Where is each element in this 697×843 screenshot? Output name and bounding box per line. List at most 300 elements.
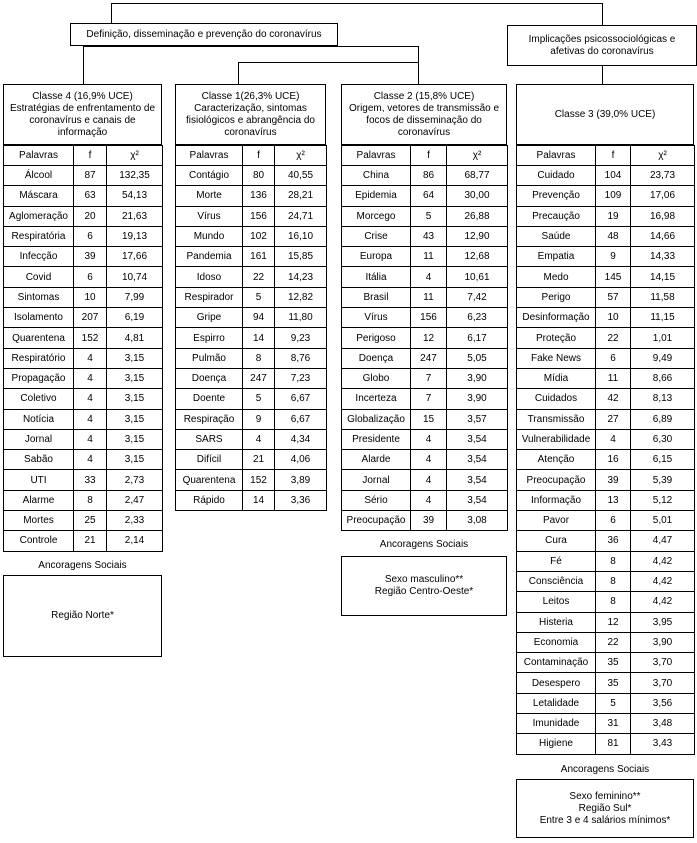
- tree-line: [602, 3, 603, 25]
- chi-cell: 26,88: [447, 206, 508, 226]
- word-cell: Perigo: [517, 287, 596, 307]
- table-row: [4, 226, 163, 246]
- chi-cell: 3,15: [107, 348, 163, 368]
- word-cell: Consciência: [517, 571, 596, 591]
- word-cell: Crise: [342, 226, 411, 246]
- chi-cell: 17,66: [107, 247, 163, 267]
- freq-cell: 104: [596, 166, 631, 186]
- right-group-text: Implicações psicossociológicas e afetivas do coronavírus: [528, 33, 676, 57]
- freq-cell: 207: [74, 308, 107, 328]
- word-cell: Vírus: [342, 308, 411, 328]
- tree-line: [418, 46, 419, 62]
- word-cell: Mundo: [176, 226, 243, 246]
- word-cell: Precaução: [517, 206, 596, 226]
- chi-cell: 5,05: [447, 348, 508, 368]
- chi-cell: 9,23: [275, 328, 327, 348]
- chi-cell: 3,48: [631, 714, 695, 734]
- word-cell: Globo: [342, 368, 411, 388]
- word-cell: Desespero: [517, 673, 596, 693]
- freq-cell: 4: [411, 450, 447, 470]
- word-cell: Respiratória: [4, 226, 74, 246]
- freq-cell: 4: [411, 429, 447, 449]
- freq-cell: 36: [596, 531, 631, 551]
- table-row: [342, 389, 508, 409]
- table-row: [517, 348, 695, 368]
- chi-cell: 8,66: [631, 368, 695, 388]
- chi-cell: 10,74: [107, 267, 163, 287]
- freq-cell: 6: [596, 511, 631, 531]
- freq-cell: 5: [243, 389, 275, 409]
- word-cell: Vulnerabilidade: [517, 429, 596, 449]
- tree-line: [238, 62, 239, 84]
- chi-cell: 11,15: [631, 308, 695, 328]
- class2-anchor-box: [341, 556, 507, 616]
- table-row: [342, 328, 508, 348]
- tree-line: [111, 3, 603, 4]
- word-cell: Contágio: [176, 166, 243, 186]
- freq-cell: 5: [411, 206, 447, 226]
- word-cell: Europa: [342, 247, 411, 267]
- freq-cell: 4: [411, 267, 447, 287]
- freq-cell: 136: [243, 186, 275, 206]
- freq-cell: 4: [74, 368, 107, 388]
- table-row: [517, 511, 695, 531]
- table-row: [176, 287, 327, 307]
- table-row: [517, 653, 695, 673]
- chi-cell: 2,73: [107, 470, 163, 490]
- word-cell: Imunidade: [517, 714, 596, 734]
- chi-cell: 12,82: [275, 287, 327, 307]
- class3-header: [516, 84, 694, 145]
- word-cell: Proteção: [517, 328, 596, 348]
- word-cell: Contaminação: [517, 653, 596, 673]
- class1-table: [175, 145, 327, 511]
- chi-cell: 40,55: [275, 166, 327, 186]
- table-row: [4, 308, 163, 328]
- chi-cell: 3,95: [631, 612, 695, 632]
- word-cell: Transmissão: [517, 409, 596, 429]
- freq-cell: 152: [74, 328, 107, 348]
- freq-cell: 19: [596, 206, 631, 226]
- table-row: [342, 166, 508, 186]
- class2-subtitle: Origem, vetores de transmissão e focos de disseminação do coronavírus: [348, 102, 500, 138]
- table-row: [4, 429, 163, 449]
- chi-cell: 3,08: [447, 511, 508, 531]
- table-row: [176, 389, 327, 409]
- table-header-row: [176, 146, 327, 166]
- class4-anchor-label: Ancoragens Sociais: [38, 560, 127, 571]
- freq-cell: 15: [411, 409, 447, 429]
- chi-cell: 12,90: [447, 226, 508, 246]
- chi-cell: 6,67: [275, 389, 327, 409]
- word-cell: Sério: [342, 490, 411, 510]
- chi-cell: 3,15: [107, 389, 163, 409]
- chi-cell: 14,66: [631, 226, 695, 246]
- freq-cell: 4: [411, 490, 447, 510]
- table-header-row: [342, 146, 508, 166]
- table-row: [517, 592, 695, 612]
- table-row: [517, 409, 695, 429]
- table-row: [176, 429, 327, 449]
- chi-cell: 6,19: [107, 308, 163, 328]
- chi-cell: 16,10: [275, 226, 327, 246]
- chi-cell: 6,89: [631, 409, 695, 429]
- class4-anchor-box: [3, 575, 162, 657]
- chi-cell: 4,06: [275, 450, 327, 470]
- freq-cell: 21: [243, 450, 275, 470]
- chi-cell: 14,33: [631, 247, 695, 267]
- table-row: [4, 368, 163, 388]
- table-row: [176, 470, 327, 490]
- tree-line: [238, 62, 419, 63]
- freq-cell: 4: [74, 409, 107, 429]
- table-row: [342, 226, 508, 246]
- col-header-freq: f: [243, 146, 275, 166]
- class3-anchor-line: Região Sul*: [578, 802, 632, 814]
- table-row: [517, 612, 695, 632]
- freq-cell: 13: [596, 490, 631, 510]
- freq-cell: 8: [74, 490, 107, 510]
- chi-cell: 6,23: [447, 308, 508, 328]
- word-cell: Mídia: [517, 368, 596, 388]
- word-cell: Fé: [517, 551, 596, 571]
- table-row: [517, 308, 695, 328]
- chi-cell: 21,63: [107, 206, 163, 226]
- chi-cell: 16,98: [631, 206, 695, 226]
- freq-cell: 22: [596, 632, 631, 652]
- freq-cell: 16: [596, 450, 631, 470]
- col-header-freq: f: [596, 146, 631, 166]
- table-row: [342, 470, 508, 490]
- word-cell: Rápido: [176, 490, 243, 510]
- freq-cell: 4: [596, 429, 631, 449]
- freq-cell: 35: [596, 653, 631, 673]
- chi-cell: 3,15: [107, 368, 163, 388]
- chi-cell: 3,54: [447, 450, 508, 470]
- table-row: [176, 368, 327, 388]
- class2-anchor-line: Região Centro-Oeste*: [374, 586, 474, 597]
- chi-cell: 3,57: [447, 409, 508, 429]
- table-row: [4, 531, 163, 551]
- table-row: [517, 226, 695, 246]
- table-row: [342, 348, 508, 368]
- class3-title: Classe 3 (39,0% UCE): [554, 108, 656, 120]
- freq-cell: 8: [596, 592, 631, 612]
- table-row: [4, 186, 163, 206]
- class1-title: Classe 1(26,3% UCE): [201, 90, 300, 102]
- chi-cell: 7,23: [275, 368, 327, 388]
- word-cell: Difícil: [176, 450, 243, 470]
- freq-cell: 11: [411, 287, 447, 307]
- chi-cell: 5,39: [631, 470, 695, 490]
- chi-cell: 3,15: [107, 450, 163, 470]
- chi-cell: 14,15: [631, 267, 695, 287]
- chi-cell: 4,42: [631, 592, 695, 612]
- table-row: [517, 166, 695, 186]
- class3-anchor-label: Ancoragens Sociais: [560, 764, 650, 775]
- word-cell: Preocupação: [342, 511, 411, 531]
- chi-cell: 3,54: [447, 490, 508, 510]
- table-row: [176, 308, 327, 328]
- freq-cell: 152: [243, 470, 275, 490]
- tree-line: [83, 46, 84, 84]
- word-cell: Idoso: [176, 267, 243, 287]
- freq-cell: 31: [596, 714, 631, 734]
- word-cell: Quarentena: [176, 470, 243, 490]
- freq-cell: 39: [596, 470, 631, 490]
- word-cell: Sintomas: [4, 287, 74, 307]
- table-row: [4, 166, 163, 186]
- chi-cell: 132,35: [107, 166, 163, 186]
- word-cell: Desinformação: [517, 308, 596, 328]
- chi-cell: 28,21: [275, 186, 327, 206]
- table-row: [342, 247, 508, 267]
- freq-cell: 64: [411, 186, 447, 206]
- freq-cell: 8: [596, 551, 631, 571]
- word-cell: Empatia: [517, 247, 596, 267]
- word-cell: Respiratório: [4, 348, 74, 368]
- word-cell: Pavor: [517, 511, 596, 531]
- table-row: [517, 429, 695, 449]
- table-row: [517, 531, 695, 551]
- freq-cell: 9: [243, 409, 275, 429]
- chi-cell: 3,90: [631, 632, 695, 652]
- table-header-row: [4, 146, 163, 166]
- chi-cell: 3,70: [631, 673, 695, 693]
- chi-cell: 3,15: [107, 409, 163, 429]
- freq-cell: 10: [74, 287, 107, 307]
- freq-cell: 102: [243, 226, 275, 246]
- freq-cell: 14: [243, 328, 275, 348]
- word-cell: Cuidado: [517, 166, 596, 186]
- class4-title: Classe 4 (16,9% UCE): [32, 90, 133, 102]
- word-cell: Controle: [4, 531, 74, 551]
- word-cell: Alarme: [4, 490, 74, 510]
- freq-cell: 161: [243, 247, 275, 267]
- chi-cell: 9,49: [631, 348, 695, 368]
- freq-cell: 247: [411, 348, 447, 368]
- freq-cell: 48: [596, 226, 631, 246]
- chi-cell: 2,14: [107, 531, 163, 551]
- word-cell: Doença: [176, 368, 243, 388]
- word-cell: SARS: [176, 429, 243, 449]
- table-row: [342, 206, 508, 226]
- table-row: [176, 267, 327, 287]
- table-row: [517, 389, 695, 409]
- table-row: [517, 632, 695, 652]
- table-row: [517, 693, 695, 713]
- word-cell: Gripe: [176, 308, 243, 328]
- freq-cell: 57: [596, 287, 631, 307]
- table-row: [342, 429, 508, 449]
- word-cell: Cura: [517, 531, 596, 551]
- chi-cell: 3,90: [447, 368, 508, 388]
- freq-cell: 12: [411, 328, 447, 348]
- freq-cell: 4: [411, 470, 447, 490]
- chi-cell: 3,89: [275, 470, 327, 490]
- freq-cell: 8: [596, 571, 631, 591]
- chi-cell: 3,15: [107, 429, 163, 449]
- class1-header: [175, 84, 326, 145]
- chi-cell: 3,56: [631, 693, 695, 713]
- word-cell: Brasil: [342, 287, 411, 307]
- chi-cell: 6,67: [275, 409, 327, 429]
- table-row: [517, 450, 695, 470]
- col-header-words: Palavras: [517, 146, 596, 166]
- word-cell: Saúde: [517, 226, 596, 246]
- word-cell: Globalização: [342, 409, 411, 429]
- table-row: [342, 511, 508, 531]
- table-row: [176, 348, 327, 368]
- freq-cell: 80: [243, 166, 275, 186]
- class2-anchor-line: Sexo masculino**: [384, 574, 464, 585]
- col-header-freq: f: [74, 146, 107, 166]
- table-row: [176, 450, 327, 470]
- freq-cell: 39: [411, 511, 447, 531]
- top-group-label: [70, 23, 338, 46]
- chi-cell: 3,54: [447, 470, 508, 490]
- freq-cell: 156: [411, 308, 447, 328]
- freq-cell: 21: [74, 531, 107, 551]
- class2-anchor-label: Ancoragens Sociais: [379, 539, 469, 550]
- table-row: [517, 186, 695, 206]
- table-row: [517, 328, 695, 348]
- table-row: [517, 287, 695, 307]
- table-row: [517, 206, 695, 226]
- tree-line: [602, 66, 603, 84]
- chi-cell: 15,85: [275, 247, 327, 267]
- tree-line: [111, 3, 112, 23]
- chi-cell: 6,15: [631, 450, 695, 470]
- word-cell: Atenção: [517, 450, 596, 470]
- word-cell: Cuidados: [517, 389, 596, 409]
- word-cell: Economia: [517, 632, 596, 652]
- table-row: [342, 186, 508, 206]
- table-row: [4, 389, 163, 409]
- chi-cell: 30,00: [447, 186, 508, 206]
- word-cell: Higiene: [517, 734, 596, 754]
- word-cell: Doença: [342, 348, 411, 368]
- freq-cell: 87: [74, 166, 107, 186]
- freq-cell: 10: [596, 308, 631, 328]
- chi-cell: 3,70: [631, 653, 695, 673]
- chi-cell: 4,42: [631, 551, 695, 571]
- table-header-row: [517, 146, 695, 166]
- chi-cell: 54,13: [107, 186, 163, 206]
- chi-cell: 3,90: [447, 389, 508, 409]
- word-cell: Perigoso: [342, 328, 411, 348]
- freq-cell: 22: [596, 328, 631, 348]
- table-row: [517, 247, 695, 267]
- freq-cell: 39: [74, 247, 107, 267]
- chi-cell: 5,01: [631, 511, 695, 531]
- table-row: [4, 470, 163, 490]
- table-row: [4, 328, 163, 348]
- word-cell: China: [342, 166, 411, 186]
- table-row: [4, 206, 163, 226]
- chi-cell: 5,12: [631, 490, 695, 510]
- freq-cell: 4: [74, 389, 107, 409]
- word-cell: Sabão: [4, 450, 74, 470]
- table-row: [176, 206, 327, 226]
- table-row: [176, 166, 327, 186]
- word-cell: Itália: [342, 267, 411, 287]
- freq-cell: 4: [243, 429, 275, 449]
- chi-cell: 3,54: [447, 429, 508, 449]
- table-row: [4, 267, 163, 287]
- table-row: [176, 226, 327, 246]
- col-header-words: Palavras: [176, 146, 243, 166]
- freq-cell: 42: [596, 389, 631, 409]
- freq-cell: 6: [596, 348, 631, 368]
- freq-cell: 6: [74, 226, 107, 246]
- table-row: [176, 247, 327, 267]
- word-cell: Doente: [176, 389, 243, 409]
- word-cell: Máscara: [4, 186, 74, 206]
- table-row: [342, 287, 508, 307]
- table-row: [517, 571, 695, 591]
- word-cell: Medo: [517, 267, 596, 287]
- chi-cell: 11,80: [275, 308, 327, 328]
- chi-cell: 1,01: [631, 328, 695, 348]
- freq-cell: 63: [74, 186, 107, 206]
- chi-cell: 11,58: [631, 287, 695, 307]
- chi-cell: 7,99: [107, 287, 163, 307]
- freq-cell: 7: [411, 368, 447, 388]
- chi-cell: 2,33: [107, 511, 163, 531]
- col-header-words: Palavras: [342, 146, 411, 166]
- word-cell: Fake News: [517, 348, 596, 368]
- chi-cell: 8,76: [275, 348, 327, 368]
- right-group-label: [507, 25, 697, 66]
- class4-table: [3, 145, 163, 552]
- word-cell: Jornal: [4, 429, 74, 449]
- chi-cell: 4,42: [631, 571, 695, 591]
- table-row: [517, 734, 695, 754]
- col-header-words: Palavras: [4, 146, 74, 166]
- table-row: [4, 409, 163, 429]
- class4-header: [3, 84, 162, 145]
- freq-cell: 9: [596, 247, 631, 267]
- freq-cell: 6: [74, 267, 107, 287]
- table-row: [342, 450, 508, 470]
- chi-cell: 6,17: [447, 328, 508, 348]
- table-row: [517, 551, 695, 571]
- freq-cell: 247: [243, 368, 275, 388]
- freq-cell: 33: [74, 470, 107, 490]
- tree-line: [83, 46, 419, 47]
- word-cell: Informação: [517, 490, 596, 510]
- table-row: [4, 450, 163, 470]
- table-row: [517, 490, 695, 510]
- word-cell: Aglomeração: [4, 206, 74, 226]
- chi-cell: 7,42: [447, 287, 508, 307]
- word-cell: UTI: [4, 470, 74, 490]
- word-cell: Prevenção: [517, 186, 596, 206]
- word-cell: Espirro: [176, 328, 243, 348]
- freq-cell: 25: [74, 511, 107, 531]
- table-row: [4, 247, 163, 267]
- freq-cell: 81: [596, 734, 631, 754]
- table-row: [4, 348, 163, 368]
- freq-cell: 5: [596, 693, 631, 713]
- freq-cell: 14: [243, 490, 275, 510]
- class1-subtitle: Caracterização, sintomas fisiológicos e abrangência do coronavírus: [186, 102, 315, 138]
- word-cell: Respirador: [176, 287, 243, 307]
- class2-table: [341, 145, 508, 531]
- freq-cell: 8: [243, 348, 275, 368]
- word-cell: Propagação: [4, 368, 74, 388]
